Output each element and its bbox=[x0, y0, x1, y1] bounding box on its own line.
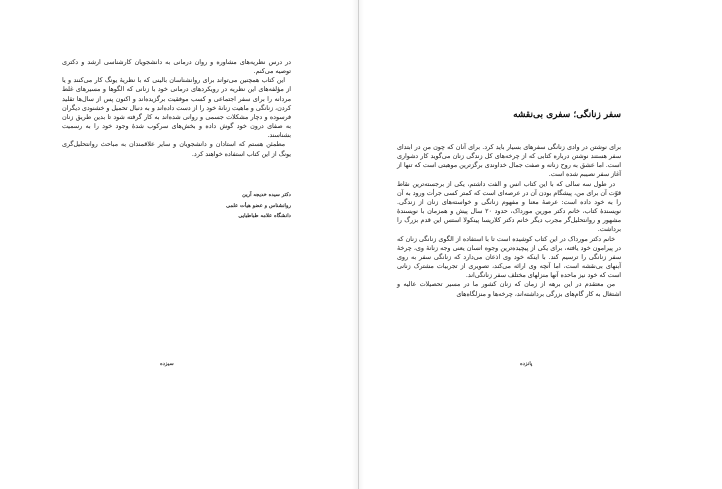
signature-block bbox=[62, 190, 291, 222]
right-paragraph-3: خانم دکتر مورداک در این کتاب کوشیده است تا با استفاده از الگوی زنانگی زنان که در پیرامون خود یافته، برای یکی از پیچیده‌ترین وجوه انسان یعنی وجه زنانهٔ وی، چرخهٔ سفر زنانگی را ترسیم کند. با اینکه خود وی اذعان می‌دارد که زنانگی سفر به روی آبنهای بی‌نقشه است، اما آنچه وی ارائه می‌کند، تصویری از تجربیات مشترک زنانی است که خود نیز ماحده آنها منزلهای مختلف سفر زنانگی‌اند. bbox=[397, 235, 621, 280]
left-paragraph-1: در درس نظریه‌های مشاوره و روان درمانی به دانشجویان کارشناسی ارشد و دکتری توصیه می‌کنم. bbox=[62, 59, 291, 76]
right-paragraph-2: در طول سه سالی که با این کتاب انس و الفت داشتم، یکی از برجسته‌ترین نقاط قوّت آن برای من، پیشگام بودن آن در عرصه‌ای است که کمتر کسی جرأت ورود به آن را به خود داده است: عرصهٔ معنا و مفهوم زنانگی و خواسته‌های زنان از زندگی. نویسندهٔ کتاب، خانم دکتر مورین مورداک، حدود ۲۰ سال پیش و همزمان با نویسندهٔ مشهور و روانتحلیل‌گر مجرب دیگر خانم دکتر کلاریسا پینکولا استس این قدم بزرگ را برداشت. bbox=[397, 180, 621, 234]
left-paragraph-2: این کتاب همچنین می‌تواند برای روانشناسان بالینی که با نظریهٔ یونگ کار می‌کنند و یا از مؤلفه‌های این نظریه در رویکردهای درمانی خود با زنانی که الگوها و مسیرهای غلط مردانه را برای سفر اجتماعی و کسب موفقیت برگزیده‌اند و اکنون پس از سال‌ها تقلید کردن، زنانگی و ماهیت زنانهٔ خود را از دست داده‌اند و به دنبال تحمیل و خشنودی دیگران فرسوده و دچار مشکلات جسمی و روانی شده‌اند به کار گرفته شود تا بدین طریق زنان به صفای درون خود گوش داده و بخش‌های سرکوب شدهٔ وجود خود را به رسمیت بشناسند. bbox=[62, 77, 291, 140]
left-page-body bbox=[62, 58, 291, 159]
left-page bbox=[0, 0, 358, 489]
right-paragraph-4: من معتقدم در این برهه از زمان که زنان کشور ما در مسیر تحصیلات عالیه و اشتغال به کار گام‌های بزرگی برداشته‌اند، چرخه‌ها و منزلگاه‌های bbox=[397, 281, 621, 298]
left-page-number: سیزده bbox=[160, 361, 174, 367]
left-paragraph-3: مطمئن هستم که استادان و دانشجویان و سایر علاقمندان به مباحث روانتحلیل‌گری یونگ از این کتاب استفاده خواهند کرد. bbox=[62, 141, 291, 158]
right-page-number: پانزده bbox=[520, 361, 533, 367]
right-page bbox=[359, 0, 722, 489]
signature-role: روانشناس و عضو هیأت علمی bbox=[226, 202, 291, 209]
signature-affiliation: دانشگاه علامه طباطبایی bbox=[238, 213, 291, 219]
right-page-body bbox=[397, 143, 621, 299]
chapter-title: سفر زنانگی؛ سفری بی‌نقشه bbox=[513, 110, 621, 120]
right-paragraph-1: برای نوشتن در وادی زنانگی سفرهای بسیار باید کرد. برای آنان که چون من در ابتدای سفر هستند نوشتن درباره کتابی که از چرخه‌های کل زندگی زنان می‌گوید کار دشواری است. اما عشق به روح زنانه و صفت جمال خداوندی برگزترین موهبتی است که تنها از آغاز سفر نصیبم شده است. bbox=[397, 144, 621, 179]
signature-name: دکتر سیده خدیجه آرین bbox=[242, 192, 291, 198]
